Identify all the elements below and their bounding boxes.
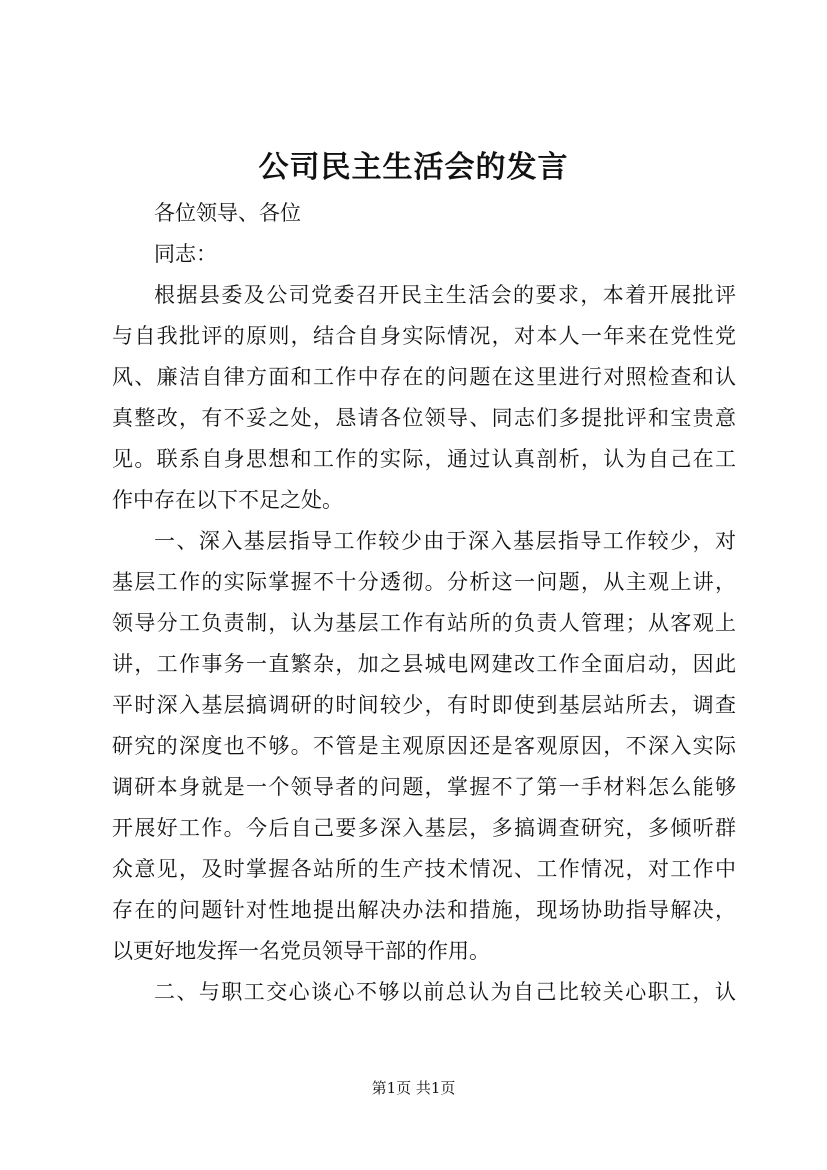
- paragraph-section-two: [112, 972, 736, 1013]
- paragraph-line: 研究的深度也不够。不管是主观原因还是客观原因，不深入实际: [112, 734, 736, 758]
- paragraph-line: 真整改，有不妥之处，恳请各位领导、同志们多提批评和宝贵意: [112, 406, 736, 430]
- paragraph-line: 二、与职工交心谈心不够以前总认为自己比较关心职工，认: [154, 980, 736, 1004]
- paragraph-line: 平时深入基层搞调研的时间较少，有时即使到基层站所去，调查: [112, 693, 736, 717]
- paragraph-line: 以更好地发挥一名党员领导干部的作用。: [112, 939, 490, 963]
- page-footer: 第1页 共1页: [371, 1079, 456, 1097]
- paragraph-line: 众意见，及时掌握各站所的生产技术情况、工作情况，对工作中: [112, 857, 736, 881]
- paragraph-line: 领导分工负责制，认为基层工作有站所的负责人管理；从客观上: [112, 611, 736, 635]
- paragraph-line: 作中存在以下不足之处。: [112, 488, 343, 512]
- document-title: 公司民主生活会的发言: [258, 150, 569, 185]
- paragraph-line: 根据县委及公司党委召开民主生活会的要求，本着开展批评: [154, 283, 736, 307]
- paragraph-line: 风、廉洁自律方面和工作中存在的问题在这里进行对照检查和认: [112, 365, 736, 389]
- salutation-line: 同志：: [154, 242, 217, 266]
- paragraph-line: 调研本身就是一个领导者的问题，掌握不了第一手材料怎么能够: [112, 775, 736, 799]
- salutation-line: 各位领导、各位: [154, 201, 301, 225]
- paragraph-line: 与自我批评的原则，结合自身实际情况，对本人一年来在党性党: [112, 324, 736, 348]
- paragraph-line: 见。联系自身思想和工作的实际，通过认真剖析，认为自己在工: [112, 447, 736, 471]
- paragraph-line: 基层工作的实际掌握不十分透彻。分析这一问题，从主观上讲，: [112, 570, 736, 594]
- paragraph-section-one: [112, 521, 736, 972]
- paragraph-line: 讲，工作事务一直繁杂，加之县城电网建改工作全面启动，因此: [112, 652, 736, 676]
- paragraph-line: 一、深入基层指导工作较少由于深入基层指导工作较少，对: [154, 529, 736, 553]
- paragraph-line: 存在的问题针对性地提出解决办法和措施，现场协助指导解决，: [112, 898, 736, 922]
- document-body: [112, 193, 736, 1013]
- paragraph-intro: [112, 275, 736, 521]
- paragraph-line: 开展好工作。今后自己要多深入基层，多搞调查研究，多倾听群: [112, 816, 736, 840]
